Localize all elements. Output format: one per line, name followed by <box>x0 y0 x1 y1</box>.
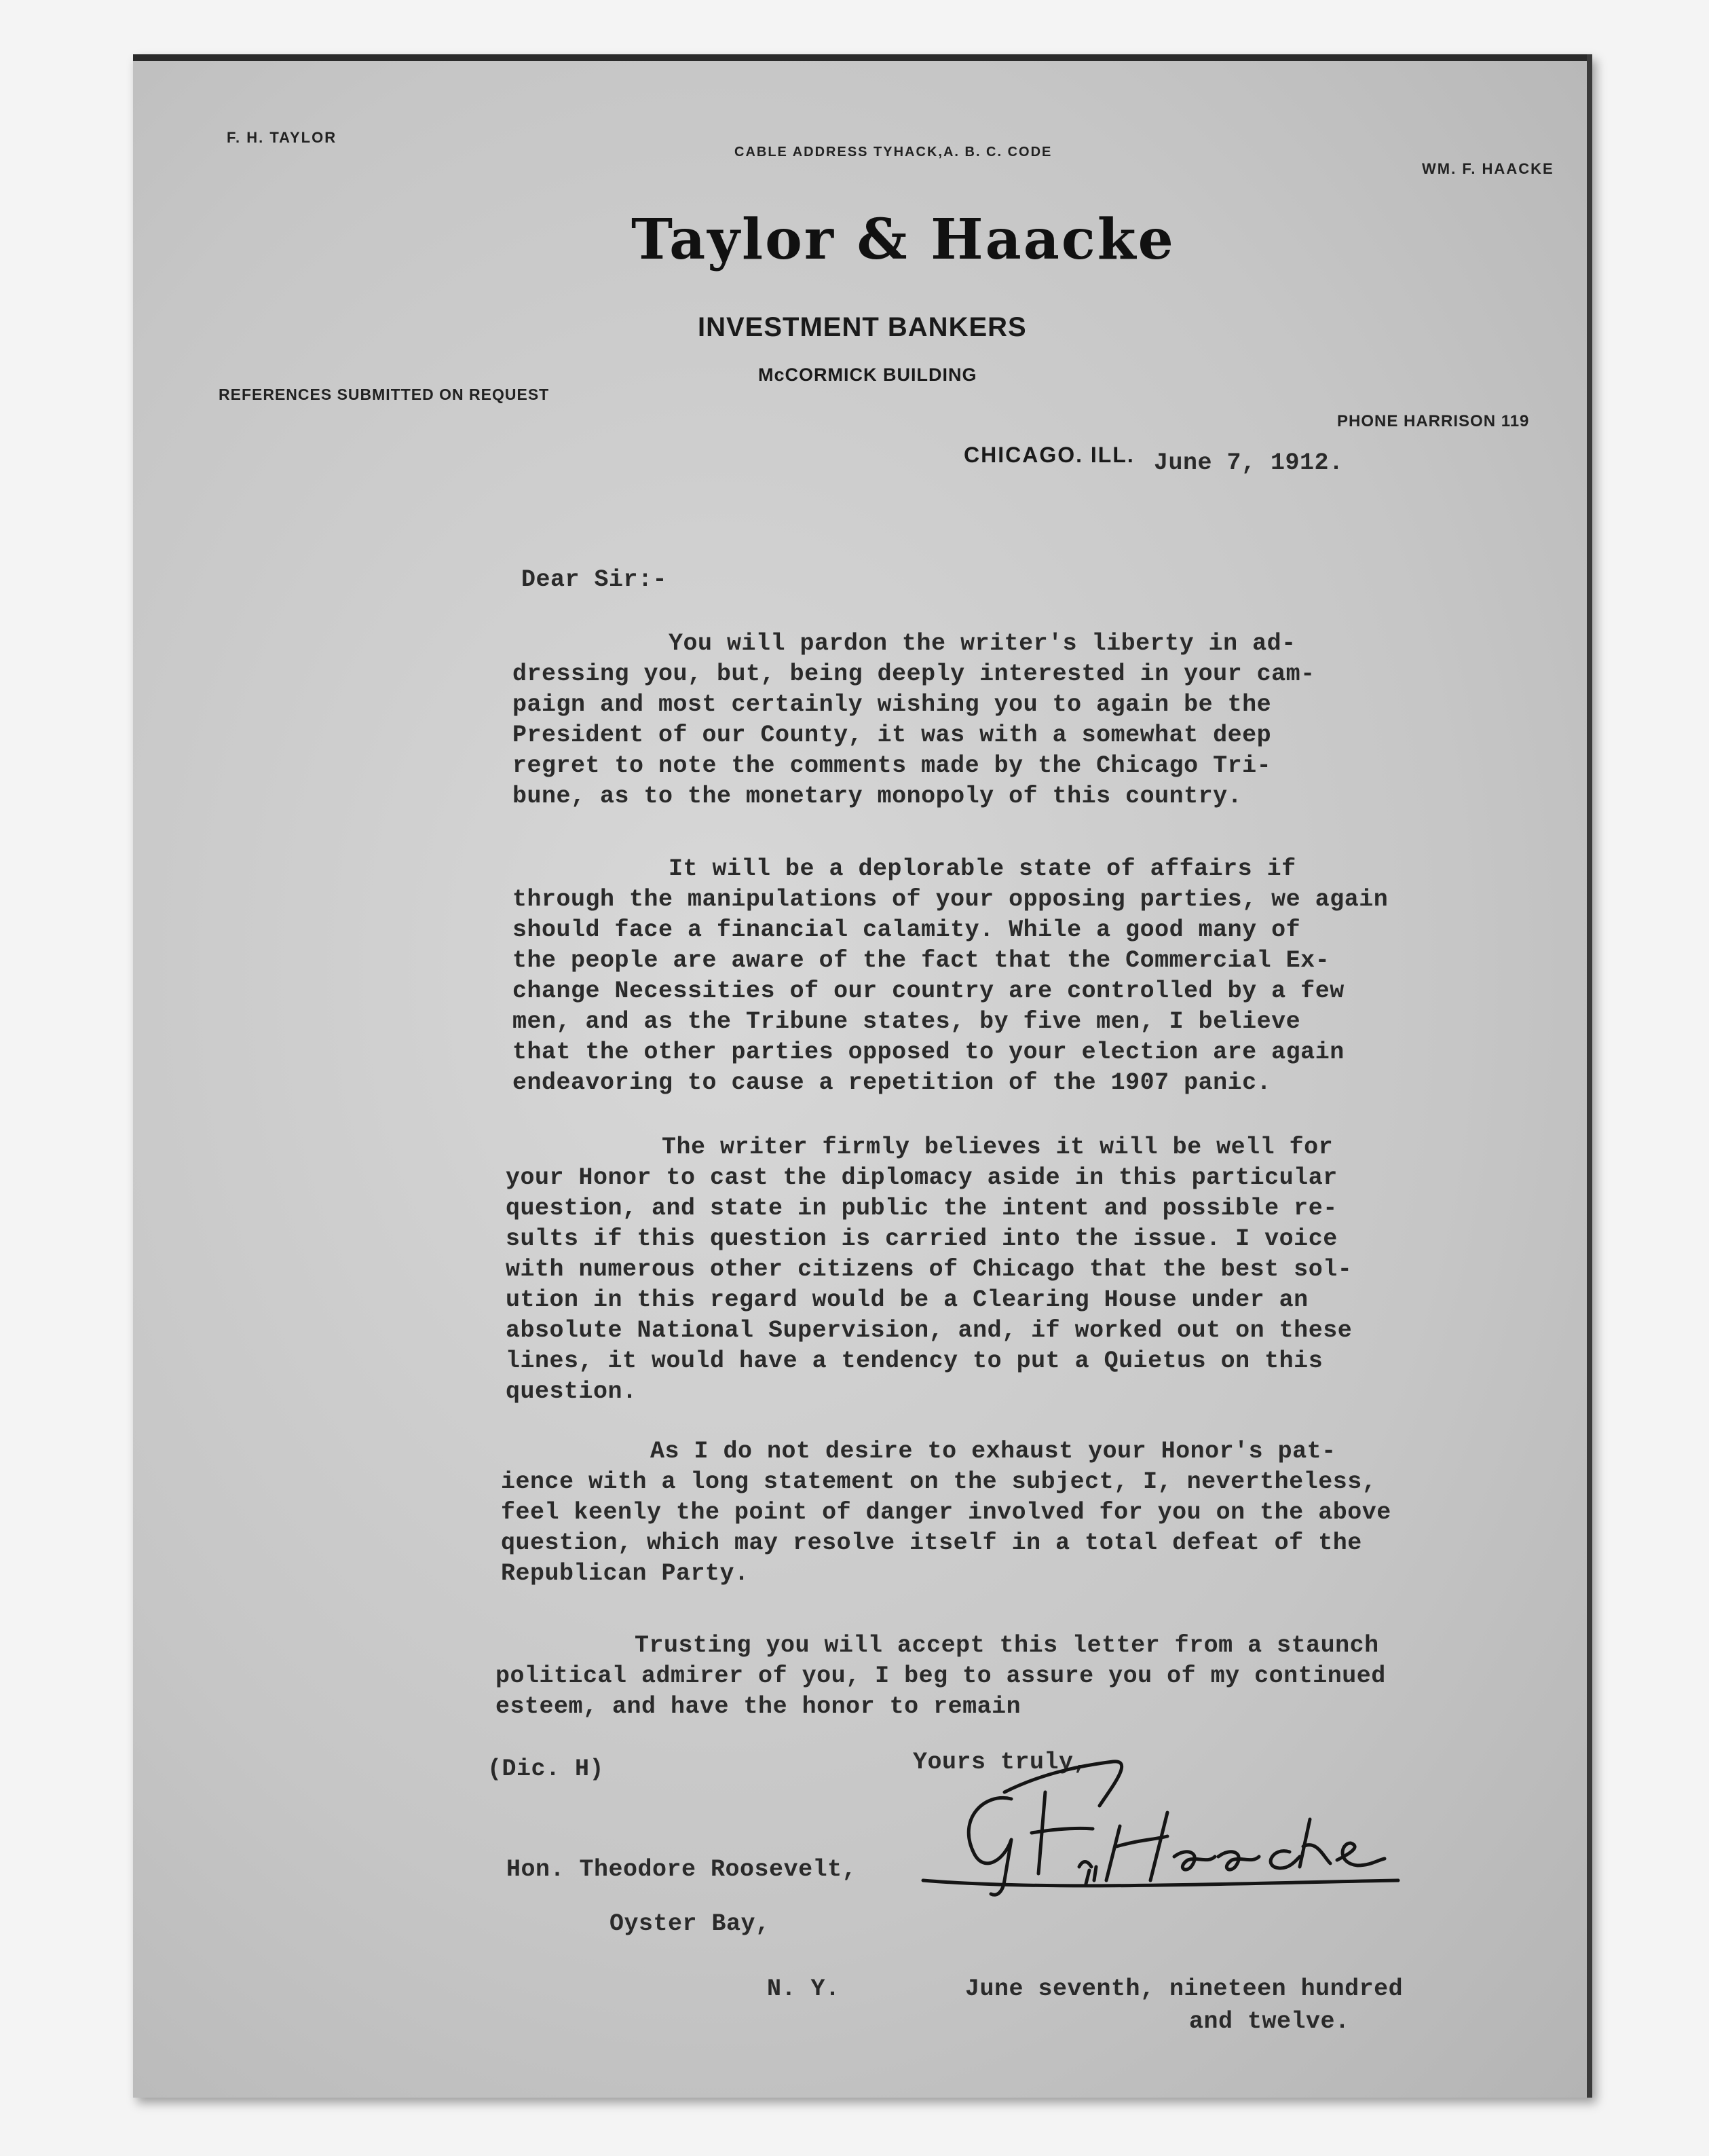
dictation-mark: (Dic. H) <box>487 1755 605 1783</box>
paragraph-line: the people are aware of the fact that the Commercial Ex- <box>512 947 1330 974</box>
paragraph-line: You will pardon the writer's liberty in ad- <box>669 630 1296 657</box>
city-line: CHICAGO. ILL. <box>964 443 1135 467</box>
paragraph-line: As I do not desire to exhaust your Honor's pat- <box>650 1438 1336 1465</box>
letter-date: June 7, 1912. <box>1154 449 1344 477</box>
paragraph-line: question, which may resolve itself in a total defeat of the <box>501 1529 1362 1557</box>
addressee-name: Hon. Theodore Roosevelt, <box>506 1856 857 1883</box>
salutation: Dear Sir:- <box>521 566 668 593</box>
cable-address: CABLE ADDRESS TYHACK,A. B. C. CODE <box>734 145 1053 160</box>
paragraph-line: that the other parties opposed to your election are again <box>512 1039 1345 1066</box>
paragraph-line: dressing you, but, being deeply interested in your cam- <box>512 661 1315 688</box>
paragraph-line: ution in this regard would be a Clearing House under an <box>506 1286 1309 1314</box>
addressee-state: N. Y. <box>767 1975 840 2003</box>
paragraph-line: It will be a deplorable state of affairs if <box>669 855 1296 882</box>
paragraph-line: change Necessities of our country are controlled by a few <box>512 978 1345 1005</box>
partner-left-name: F. H. TAYLOR <box>227 129 337 146</box>
paragraph-2 <box>512 854 1388 1098</box>
paragraph-line: feel keenly the point of danger involved for you on the above <box>501 1499 1391 1526</box>
paragraph-line: regret to note the comments made by the Chicago Tri- <box>512 752 1272 779</box>
paragraph-line: Trusting you will accept this letter from a staunch <box>635 1632 1379 1659</box>
paragraph-line: paign and most certainly wishing you to again be the <box>512 691 1272 718</box>
paragraph-line: should face a financial calamity. While a good many of <box>512 916 1301 944</box>
paragraph-1 <box>512 629 1315 812</box>
closing: Yours truly, <box>913 1749 1089 1776</box>
paragraph-3 <box>506 1132 1352 1407</box>
paragraph-line: question. <box>506 1378 637 1405</box>
written-date-line-1: June seventh, nineteen hundred <box>965 1975 1404 2003</box>
paragraph-line: through the manipulations of your opposing parties, we again <box>512 886 1389 913</box>
paragraph-line: ience with a long statement on the subject, I, nevertheless, <box>501 1468 1377 1495</box>
paragraph-line: with numerous other citizens of Chicago that the best sol- <box>506 1256 1353 1283</box>
written-date-line-2: and twelve. <box>1189 2008 1350 2035</box>
paragraph-line: lines, it would have a tendency to put a Quietus on this <box>506 1348 1323 1375</box>
paragraph-line: The writer firmly believes it will be well for <box>662 1134 1334 1161</box>
paragraph-line: political admirer of you, I beg to assure you of my continued <box>495 1662 1386 1690</box>
business-line: INVESTMENT BANKERS <box>698 312 1027 342</box>
addressee-town: Oyster Bay, <box>609 1910 770 1937</box>
signature-image <box>909 1745 1439 1921</box>
paragraph-line: President of our County, it was with a somewhat deep <box>512 722 1272 749</box>
phone-line: PHONE HARRISON 119 <box>1337 412 1530 430</box>
paragraph-line: Republican Party. <box>501 1560 749 1587</box>
firm-name: Taylor & Haacke <box>631 207 1176 272</box>
paragraph-line: question, and state in public the intent and possible re- <box>506 1195 1338 1222</box>
paragraph-4 <box>501 1436 1391 1589</box>
paragraph-line: endeavoring to cause a repetition of the 1907 panic. <box>512 1069 1272 1096</box>
references-line: REFERENCES SUBMITTED ON REQUEST <box>219 386 550 403</box>
partner-right-name: WM. F. HAACKE <box>1422 160 1554 177</box>
paragraph-line: absolute National Supervision, and, if worked out on these <box>506 1317 1353 1344</box>
paragraph-line: men, and as the Tribune states, by five men, I believe <box>512 1008 1301 1035</box>
paragraph-line: esteem, and have the honor to remain <box>495 1693 1021 1720</box>
paragraph-line: bune, as to the monetary monopoly of this country. <box>512 783 1243 810</box>
paragraph-line: your Honor to cast the diplomacy aside in this particular <box>506 1164 1338 1191</box>
paragraph-5 <box>495 1631 1386 1722</box>
building-line: McCORMICK BUILDING <box>758 365 977 385</box>
paragraph-line: sults if this question is carried into the issue. I voice <box>506 1225 1338 1252</box>
